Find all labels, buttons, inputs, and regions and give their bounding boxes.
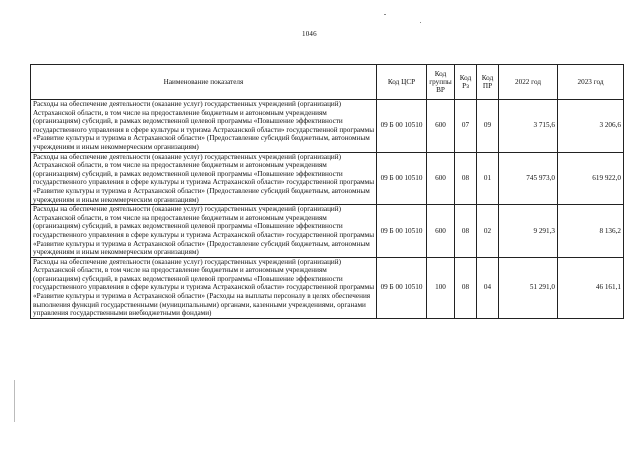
row-pr: 01 <box>477 152 499 205</box>
row-2023: 8 136,2 <box>558 205 624 258</box>
row-vr: 600 <box>427 205 455 258</box>
header-csr: Код ЦСР <box>377 65 427 100</box>
row-2023: 619 922,0 <box>558 152 624 205</box>
row-vr: 600 <box>427 152 455 205</box>
row-vr: 600 <box>427 100 455 153</box>
scan-margin-line <box>14 380 15 422</box>
row-pr: 04 <box>477 257 499 318</box>
row-pr: 02 <box>477 205 499 258</box>
table-row <box>31 152 624 205</box>
table-row <box>31 205 624 258</box>
row-2023: 3 206,6 <box>558 100 624 153</box>
table-header-row <box>31 65 624 100</box>
header-2022: 2022 год <box>499 65 558 100</box>
header-2023: 2023 год <box>558 65 624 100</box>
row-2022: 745 973,0 <box>499 152 558 205</box>
row-csr: 09 Б 00 10510 <box>377 100 427 153</box>
row-csr: 09 Б 00 10510 <box>377 152 427 205</box>
scan-speck <box>420 22 421 23</box>
scan-speck <box>384 14 386 15</box>
row-vr: 100 <box>427 257 455 318</box>
budget-table <box>30 64 624 319</box>
header-pr: Код ПР <box>477 65 499 100</box>
row-rz: 07 <box>455 100 477 153</box>
header-name: Наименование показателя <box>31 65 377 100</box>
row-2023: 46 161,1 <box>558 257 624 318</box>
row-2022: 9 291,3 <box>499 205 558 258</box>
row-csr: 09 Б 00 10510 <box>377 257 427 318</box>
row-rz: 08 <box>455 205 477 258</box>
row-name: Расходы на обеспечение деятельности (оказание услуг) государственных учреждений (организаций) Астраханской области, в том числе на предоставление бюджетным и автономным учреждениям (организациям) субсидий, в рамках ведомственной целевой программы «Повышение эффективности государственного управления в сфере культуры и туризма Астраханской области» государственной программы «Развитие культуры и туризма в Астраханской области» (Расходы на выплаты персоналу в целях обеспечения выполнения функций государственными (муниципальными) органами, казенными учреждениями, органами управления государственными внебюджетными фондами) <box>31 257 377 318</box>
page-number: 1046 <box>302 30 317 38</box>
header-rz: Код Рз <box>455 65 477 100</box>
table-row <box>31 100 624 153</box>
row-name: Расходы на обеспечение деятельности (оказание услуг) государственных учреждений (организаций) Астраханской области, в том числе на предоставление бюджетным и автономным учреждениям (организациям) субсидий, в рамках ведомственной целевой программы «Повышение эффективности государственного управления в сфере культуры и туризма Астраханской области» государственной программы «Развитие культуры и туризма в Астраханской области» (Предоставление субсидий бюджетным, автономным учреждениям и иным некоммерческим организациям) <box>31 152 377 205</box>
row-csr: 09 Б 00 10510 <box>377 205 427 258</box>
row-rz: 08 <box>455 257 477 318</box>
header-vr: Код группы ВР <box>427 65 455 100</box>
row-pr: 09 <box>477 100 499 153</box>
row-2022: 3 715,6 <box>499 100 558 153</box>
row-name: Расходы на обеспечение деятельности (оказание услуг) государственных учреждений (организаций) Астраханской области, в том числе на предоставление бюджетным и автономным учреждениям (организациям) субсидий, в рамках ведомственной целевой программы «Повышение эффективности государственного управления в сфере культуры и туризма Астраханской области» государственной программы «Развитие культуры и туризма в Астраханской области» (Предоставление субсидий бюджетным, автономным учреждениям и иным некоммерческим организациям) <box>31 205 377 258</box>
table-row <box>31 257 624 318</box>
row-rz: 08 <box>455 152 477 205</box>
row-name: Расходы на обеспечение деятельности (оказание услуг) государственных учреждений (организаций) Астраханской области, в том числе на предоставление бюджетным и автономным учреждениям (организациям) субсидий, в рамках ведомственной целевой программы «Повышение эффективности государственного управления в сфере культуры и туризма Астраханской области» государственной программы «Развитие культуры и туризма в Астраханской области» (Предоставление субсидий бюджетным, автономным учреждениям и иным некоммерческим организациям) <box>31 100 377 153</box>
row-2022: 51 291,0 <box>499 257 558 318</box>
